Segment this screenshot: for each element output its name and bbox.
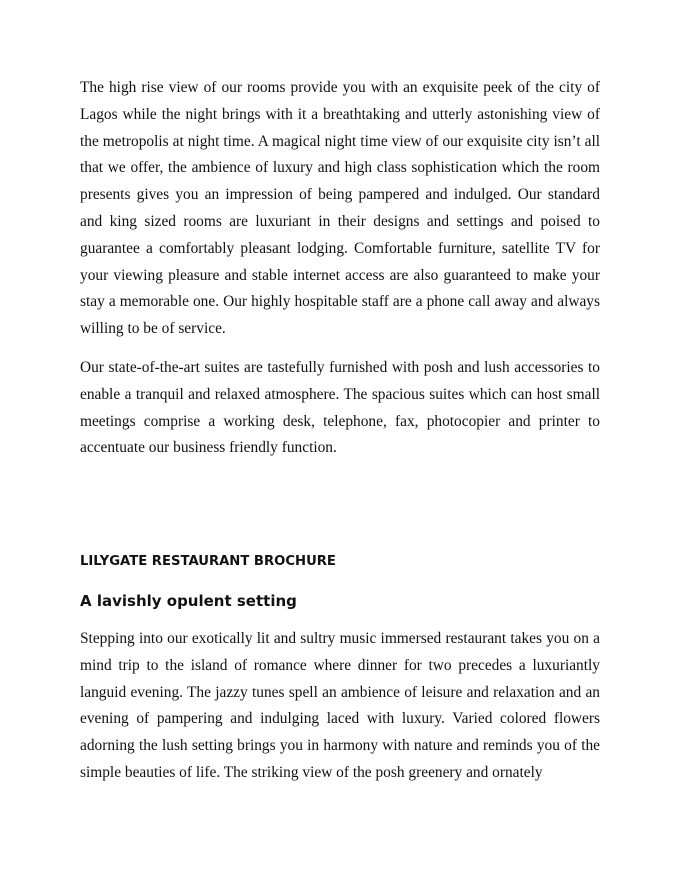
restaurant-subtitle: A lavishly opulent setting xyxy=(80,592,297,610)
suites-paragraph: Our state-of-the-art suites are tastefully furnished with posh and lush accessories to enable a tranquil and relaxed atmosphere. The spacious suites which can host small meetings comprise a working desk, telephone, fax, photocopier and printer to accentuate our business friendly function. xyxy=(80,359,600,457)
restaurant-brochure-title: LILYGATE RESTAURANT BROCHURE xyxy=(80,554,336,569)
rooms-paragraph: The high rise view of our rooms provide you with an exquisite peek of the city of Lagos while the night brings with it a breathtaking and utterly astonishing view of the metropolis at night time. A magical night time view of our exquisite city isn’t all that we offer, the ambience of luxury and high class sophistication which the room presents gives you an impression of being pampered and indulged. Our standard and king sized rooms are luxuriant in their designs and settings and poised to guarantee a comfortably pleasant lodging. Comfortable furniture, satellite TV for your viewing pleasure and stable internet access are also guaranteed to make your stay a memorable one. Our highly hospitable staff are a phone call away and always willing to be of service. xyxy=(80,79,600,338)
restaurant-paragraph: Stepping into our exotically lit and sultry music immersed restaurant takes you on a mind trip to the island of romance where dinner for two precedes a luxuriantly languid evening. The jazzy tunes spell an ambience of leisure and relaxation and an evening of pampering and indulging laced with luxury. Varied colored flowers adorning the lush setting brings you in harmony with nature and reminds you of the simple beauties of life. The striking view of the posh greenery and ornately xyxy=(80,630,600,781)
